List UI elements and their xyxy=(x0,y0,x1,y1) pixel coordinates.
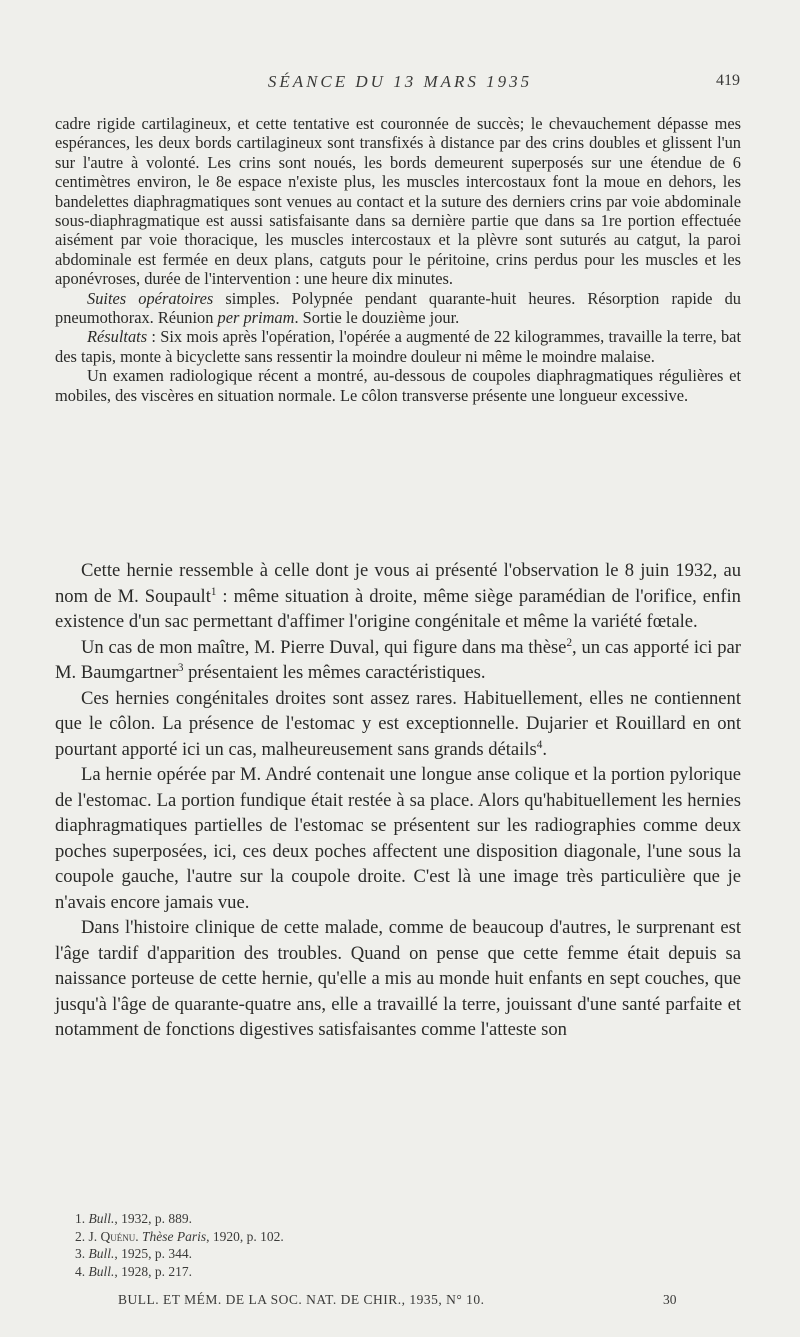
paragraph-hernia: La hernie opérée par M. André contenait une longue anse colique et la portion pylorique de l'estomac. La portion fundique était restée à sa place. Alors qu'habituellement les hernies diaphragmatiques partielles de l'estomac se présentent sur les radiographies comme deux poches superposées, ici, ces deux poches affectent une disposition diagonale, l'une sous la coupole gauche, l'autre sur la coupole droite. C'est là une image très particulière que je n'avais encore jamais vue. xyxy=(55,764,741,913)
paragraph-soupault xyxy=(55,558,741,635)
footnote-ref: 2 xyxy=(566,636,573,649)
postoperative-end: . Sortie le douzième jour. xyxy=(294,308,460,328)
postoperative-text: simples. Polypnée pendant quarante-huit heures. Résorption rapide du pneumothorax. Réunion xyxy=(55,288,741,328)
results-text: : Six mois après l'opération, l'opérée a augmenté de 22 kilogrammes, travaille la terre, bat des tapis, monte à bicyclette sans ressentir la moindre douleur ni même le moindre malaise. xyxy=(55,327,741,366)
running-head xyxy=(0,72,800,96)
results-paragraph xyxy=(55,327,741,366)
paragraph-history: Dans l'histoire clinique de cette malade, comme de beaucoup d'autres, le surprenant est l'âge tardif d'apparition des troubles. Quand on pense que cette femme était depuis sa naissance porteuse de cette hernie, qu'elle a mis au monde huit enfants en sept couches, que jusqu'à l'âge de quarante-quatre ans, elle a travaillé la terre, jouissant d'une santé parfaite et notamment de fonctions digestives satisfaisantes comme l'atteste son xyxy=(55,917,741,1040)
footnote-author: J. Quénu. xyxy=(88,1228,139,1244)
radiology-paragraph: Un examen radiologique récent a montré, au-dessous de coupoles diaphragmatiques régulières et mobiles, des viscères en situation normale. Le côlon transverse présente une longueur excessive. xyxy=(55,366,741,405)
operation-paragraph: cadre rigide cartilagineux, et cette tentative est couronnée de succès; le chevauchement dépasse mes espérances, les deux bords cartilagineux sont transfixés à distance par des crins doubles et glissent l'un sur l'autre à volonté. Les crins sont noués, les bords demeurent superposés sur une étendue de 6 centimètres environ, le 8e espace n'existe plus, les muscles intercostaux font la moue en dehors, les bandelettes diaphragmatiques sont venues au contact et la suture des derniers crins par voie abdominale sous-diaphragmatique est aussi satisfaisante dans sa dernière partie que dans sa 1re portion effectuée aisément par voie thoracique, les muscles intercostaux et la plèvre sont suturés au catgut, la paroi abdominale est fermée en deux plans, catguts pour le péritoine, crins perdus pour les muscles et les aponévroses, durée de l'intervention : une heure dix minutes. xyxy=(55,114,741,289)
paragraph-text: Ces hernies congénitales droites sont assez rares. Habituellement, elles ne contiennent que le côlon. La présence de l'estomac y est exceptionnelle. Dujarier et Rouillard en ont pourtant apporté ici un cas, malheureusement sans grands détails xyxy=(55,687,741,760)
paragraph-text: , un cas apporté ici par M. Baumgartner xyxy=(55,636,741,683)
footnote-source: Bull. xyxy=(88,1211,115,1226)
results-lead: Résultats xyxy=(87,327,148,347)
paragraph-rarity xyxy=(55,686,741,763)
paragraph-text: Un cas de mon maître, M. Pierre Duval, qui figure dans ma thèse xyxy=(81,636,567,658)
footnote-source: Bull. xyxy=(88,1246,115,1261)
paragraph-text: Cette hernie ressemble à celle dont je vous ai présenté l'observation le 8 juin 1932, au nom de M. Soupault xyxy=(55,560,741,607)
footnote-3 xyxy=(75,1245,575,1263)
sheet-number: 30 xyxy=(663,1292,677,1307)
paragraph-text: présentaient les mêmes caractéristiques. xyxy=(183,662,486,683)
footnote-detail: , 1920, p. 102. xyxy=(206,1228,284,1244)
journal-citation: BULL. ET MÉM. DE LA SOC. NAT. DE CHIR., 1935, N° 10. xyxy=(118,1292,485,1307)
footnote-detail: , 1925, p. 344. xyxy=(114,1246,192,1261)
footnote-ref: 1 xyxy=(210,585,217,598)
paragraph-text: : même situation à droite, même siège paramédian de l'orifice, enfin existence d'un sac permettant d'affimer l'origine congénitale et même la variété fœtale. xyxy=(55,585,741,632)
footnote-2 xyxy=(75,1228,575,1246)
paragraph-text: . xyxy=(542,738,547,760)
latin-phrase: per primam xyxy=(217,308,295,328)
footnote-source: Thèse Paris xyxy=(142,1228,207,1244)
footnote-4 xyxy=(75,1263,575,1281)
page-number: 419 xyxy=(716,72,740,89)
footnotes xyxy=(75,1210,575,1280)
footnote-ref: 4 xyxy=(536,738,543,751)
footnote-ref: 3 xyxy=(177,661,184,674)
postoperative-paragraph xyxy=(55,289,741,328)
footnote-detail: , 1928, p. 217. xyxy=(114,1263,192,1279)
footnote-number: 1. xyxy=(75,1211,86,1226)
footnote-number: 3. xyxy=(75,1246,86,1261)
paragraph-duval xyxy=(55,635,741,686)
postoperative-lead: Suites opératoires xyxy=(87,288,214,308)
discussion-block xyxy=(55,558,741,1043)
footnote-number: 4. xyxy=(75,1263,86,1279)
footnote-1 xyxy=(75,1210,575,1228)
case-report-block xyxy=(55,114,741,405)
footnote-detail: , 1932, p. 889. xyxy=(114,1211,192,1226)
footnote-source: Bull. xyxy=(88,1263,115,1279)
page-footer xyxy=(0,1292,800,1312)
footnote-number: 2. xyxy=(75,1228,86,1244)
running-title: SÉANCE DU 13 MARS 1935 xyxy=(267,72,533,91)
